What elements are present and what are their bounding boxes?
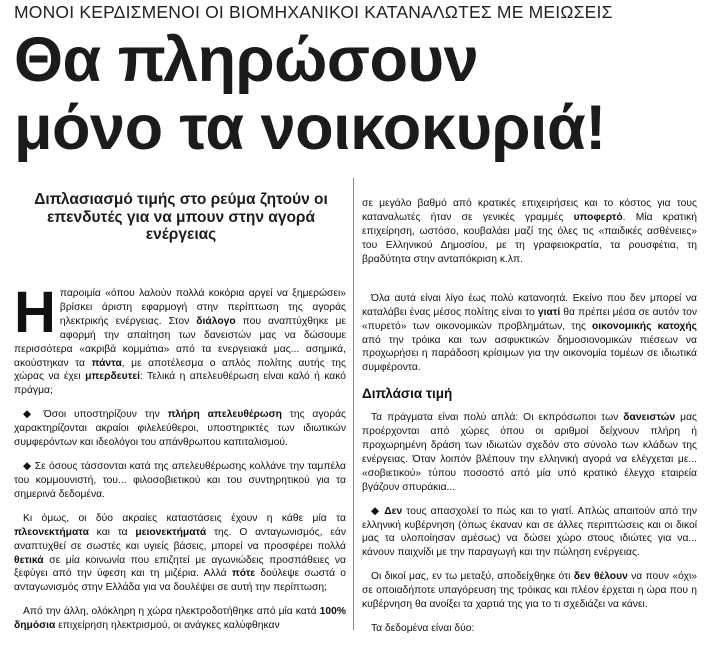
drop-cap: Η [14,280,56,346]
paragraph: σε μεγάλο βαθμό από κρατικές επιχειρήσεις και το κόστος για τους καταναλωτές ήταν σε γενικές γραμμές υποφερτό. Μία κρατική επιχείρηση, ωστόσο, κουβαλάει μαζί της όλες τις «παιδικές ασθένειες» του Ελληνικού Δημοσίου, με τη γραφειοκρατία, τα ρουσφέτια, τη βραδύτητα στην ανταπόκριση κ.λπ. [362,198,697,265]
paragraph: ◆ Όσοι υποστηρίζουν την πλήρη απελευθέρωση της αγοράς χαρακτηρίζονται ακραίοι φιλελεύθεροι, υποστηρικτές των ιδιωτικών συμφερόντων και ιδεολόγοι του απάνθρωπου καπιταλισμού. [14,409,346,449]
column-divider [353,178,354,630]
paragraph: Οι δικοί μας, εν τω μεταξύ, αποδείχθηκε ότι δεν θέλουν να πουν «όχι» σε οποιαδήποτε υπαγόρευση της τρόικας και πλέον έρχεται η ώρα που η κυβέρνηση θα ανοίξει τα χαρτιά της για το τι σχεδιάζει να κάνει. [362,571,697,611]
left-column [14,277,346,643]
paragraph: Από την άλλη, ολόκληρη η χώρα ηλεκτροδοτήθηκε από μία κατά 100% δημόσια επιχείρηση ηλεκτρισμού, οι ανάγκες καλύφθηκαν [14,606,346,632]
paragraph: Τα δεδομένα είναι δύο: [371,623,475,635]
paragraph: ◆ Δεν τους απασχολεί το πώς και το γιατί. Απλώς απαιτούν από την ελληνική κυβέρνηση (όπως έκαναν και σε άλλες περιπτώσεις και οι δικοί μας τα υλοποίησαν αμέσως) να δώσει χώρο στους ιδιώτες για να... κάνουν παιχνίδι με την παραγωγή και την πώληση ενέργειας. [362,505,697,559]
paragraph: Κι όμως, οι δύο ακραίες καταστάσεις έχουν η κάθε μία τα πλεονεκτήματα και τα μειονεκτήματά της. Ο ανταγωνισμός, εάν αναπτυχθεί σε σωστές και υγιείς βάσεις, μπορεί να προσφέρει πολλά θετικά σε μία κοινωνία που επιζητεί με αγωνιώδεις προσπάθειες να ξεφύγει από την ύφεση και τη μιζέρια. Αλλά πότε δούλεψε σωστά ο ανταγωνισμός στην Ελλάδα για να δουλέψει σε αυτή την περίπτωση; [14,513,346,594]
article-kicker: ΜΟΝΟΙ ΚΕΡΔΙΣΜΕΝΟΙ ΟΙ ΒΙΟΜΗΧΑΝΙΚΟΙ ΚΑΤΑΝΑΛΩΤΕΣ ΜΕ ΜΕΙΩΣΕΙΣ [14,2,613,22]
paragraph: Όλα αυτά είναι λίγο έως πολύ κατανοητά. Εκείνο που δεν μπορεί να καταλάβει ένας μέσος πολίτης είναι το γιατί θα πρέπει μέσα σε αυτόν τον «πυρετό» των οικονομικών προβλημάτων, της οικονομικής κατοχής από την τρόικα και των ασφυκτικών δημοσιονομικών πιέσεων να προχωρήσει η παράδοση κρίσιμων για την οικονομία τομέων σε ιδιωτικά συμφέροντα. [362,293,698,374]
headline-line-1: Θα πληρώσουν [14,25,479,95]
right-column [362,187,697,646]
section-heading: Διπλάσια τιμή [362,386,453,402]
headline-line-2: μόνο τα νοικοκυριά! [14,93,606,163]
article-subhead: Διπλασιασμό τιμής στο ρεύμα ζητούν οι επενδυτές για να μπουν στην αγορά ενέργειας [34,191,328,243]
paragraph: Τα πράγματα είναι πολύ απλά: Οι εκπρόσωποι των δανειστών μας προέρχονται από χώρες όπου οι αριθμοί δείχνουν πλήρη ή προχωρημένη δράση των ιδιωτών σχεδόν στο σύνολο των κλάδων της ενέργειας. Όταν λοιπόν βλέπουν την ελληνική αγορά να ελέγχεται με... «σοβιετικού» τύπου ποσοστό από μία υπό κρατικό έλεγχο εταιρεία βγάζουν σπυράκια... [362,412,697,493]
article-headline [14,26,714,162]
paragraph: Η παροιμία «όπου λαλούν πολλά κοκόρια αργεί να ξημερώσει» βρίσκει άριστη εφαρμογή στην περίπτωση της αγοράς ηλεκτρικής ενέργειας. Στον διάλογο που αναπτύχθηκε με αφορμή την απαίτηση των δανειστών μας να δώσουμε περισσότερα «ακριβά κομμάτια» από τα ενεργειακά μας... ασημικά, ακούστηκαν τα πάντα, με αποτέλεσμα ο απλός πολίτης αυτής της χώρας να έχει μπερδευτεί: Τελικά η απελευθέρωση είναι καλό ή κακό πράγμα; [14,280,347,397]
paragraph: ◆ Σε όσους τάσσονται κατά της απελευθέρωσης κολλάνε την ταμπέλα του κομμουνιστή, του... φιλοσοβιετικού και του συντηρητικού για τα σημερινά δεδομένα. [14,461,346,500]
